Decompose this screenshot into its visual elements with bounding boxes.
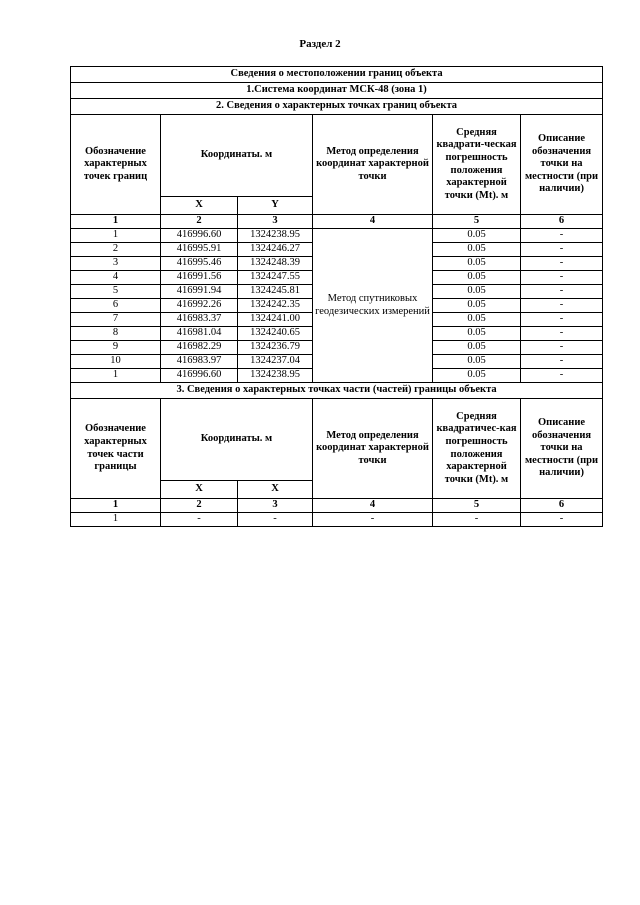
- part3-heading: 3. Сведения о характерных точках части (частей) границы объекта: [71, 383, 603, 399]
- coord-x: 416982.29: [161, 341, 238, 355]
- point-number: 10: [71, 355, 161, 369]
- coord-y: 1324241.00: [238, 313, 313, 327]
- part2-col-designation: Обозначение характерных точек границ: [71, 115, 161, 215]
- point-number: 6: [71, 299, 161, 313]
- error-value: 0.05: [433, 229, 521, 243]
- part2-col-error: Средняя квадрати-ческая погрешность положения характерной точки (Mt). м: [433, 115, 521, 215]
- part3-col-method: Метод определения координат характерной точки: [313, 399, 433, 499]
- column-number: 1: [71, 215, 161, 229]
- error-value: 0.05: [433, 257, 521, 271]
- coord-y: 1324247.55: [238, 271, 313, 285]
- column-number: 6: [521, 499, 603, 513]
- part3-col-description: Описание обозначения точки на местности (при наличии): [521, 399, 603, 499]
- coord-y: 1324238.95: [238, 369, 313, 383]
- error-value: -: [433, 513, 521, 527]
- point-number: 2: [71, 243, 161, 257]
- description-value: -: [521, 257, 603, 271]
- description-value: -: [521, 229, 603, 243]
- description-value: -: [521, 285, 603, 299]
- point-number: 1: [71, 513, 161, 527]
- part2-column-numbers: [71, 215, 603, 229]
- coord-x: 416991.94: [161, 285, 238, 299]
- error-value: 0.05: [433, 369, 521, 383]
- point-number: 7: [71, 313, 161, 327]
- column-number: 5: [433, 499, 521, 513]
- error-value: 0.05: [433, 299, 521, 313]
- column-number: 1: [71, 499, 161, 513]
- coord-x: -: [161, 513, 238, 527]
- part3-col-x2: X: [238, 481, 313, 499]
- column-number: 6: [521, 215, 603, 229]
- part2-col-description: Описание обозначения точки на местности (при наличии): [521, 115, 603, 215]
- description-value: -: [521, 243, 603, 257]
- column-number: 2: [161, 499, 238, 513]
- part2-col-x: X: [161, 197, 238, 215]
- part3-col-coords: Координаты. м: [161, 399, 313, 481]
- coord-y: 1324238.95: [238, 229, 313, 243]
- error-value: 0.05: [433, 341, 521, 355]
- error-value: 0.05: [433, 355, 521, 369]
- part3-col-x: X: [161, 481, 238, 499]
- coord-y: -: [238, 513, 313, 527]
- point-number: 8: [71, 327, 161, 341]
- coord-y: 1324236.79: [238, 341, 313, 355]
- description-value: -: [521, 299, 603, 313]
- part2-col-y: Y: [238, 197, 313, 215]
- part2-col-method: Метод определения координат характерной точки: [313, 115, 433, 215]
- table-title: Сведения о местоположении границ объекта: [71, 67, 603, 83]
- point-number: 5: [71, 285, 161, 299]
- table-row: [71, 513, 603, 527]
- coord-y: 1324242.35: [238, 299, 313, 313]
- point-number: 1: [71, 229, 161, 243]
- column-number: 3: [238, 215, 313, 229]
- part2-col-coords: Координаты. м: [161, 115, 313, 197]
- description-value: -: [521, 369, 603, 383]
- description-value: -: [521, 327, 603, 341]
- part3-col-designation: Обозначение характерных точек части границы: [71, 399, 161, 499]
- coord-y: 1324237.04: [238, 355, 313, 369]
- description-value: -: [521, 341, 603, 355]
- coord-y: 1324245.81: [238, 285, 313, 299]
- method-value: Метод спутниковых геодезических измерений: [313, 229, 433, 383]
- column-number: 4: [313, 215, 433, 229]
- coord-x: 416991.56: [161, 271, 238, 285]
- table-row: [71, 229, 603, 243]
- column-number: 2: [161, 215, 238, 229]
- method-value: -: [313, 513, 433, 527]
- coord-x: 416996.60: [161, 229, 238, 243]
- description-value: -: [521, 271, 603, 285]
- section-label: Раздел 2: [299, 38, 341, 50]
- error-value: 0.05: [433, 327, 521, 341]
- coord-y: 1324246.27: [238, 243, 313, 257]
- coord-y: 1324248.39: [238, 257, 313, 271]
- coord-x: 416983.37: [161, 313, 238, 327]
- coord-x: 416992.26: [161, 299, 238, 313]
- coord-system: 1.Система координат МСК-48 (зона 1): [71, 83, 603, 99]
- point-number: 9: [71, 341, 161, 355]
- coord-x: 416983.97: [161, 355, 238, 369]
- part2-heading: 2. Сведения о характерных точках границ объекта: [71, 99, 603, 115]
- error-value: 0.05: [433, 313, 521, 327]
- point-number: 3: [71, 257, 161, 271]
- coord-y: 1324240.65: [238, 327, 313, 341]
- description-value: -: [521, 355, 603, 369]
- column-number: 3: [238, 499, 313, 513]
- coord-x: 416995.46: [161, 257, 238, 271]
- point-number: 1: [71, 369, 161, 383]
- description-value: -: [521, 513, 603, 527]
- coord-x: 416995.91: [161, 243, 238, 257]
- column-number: 5: [433, 215, 521, 229]
- part3-column-numbers: [71, 499, 603, 513]
- boundaries-table: [70, 66, 603, 527]
- point-number: 4: [71, 271, 161, 285]
- error-value: 0.05: [433, 285, 521, 299]
- coord-x: 416981.04: [161, 327, 238, 341]
- column-number: 4: [313, 499, 433, 513]
- coord-x: 416996.60: [161, 369, 238, 383]
- part3-col-error: Средняя квадратичес-кая погрешность положения характерной точки (Mt). м: [433, 399, 521, 499]
- error-value: 0.05: [433, 271, 521, 285]
- description-value: -: [521, 313, 603, 327]
- error-value: 0.05: [433, 243, 521, 257]
